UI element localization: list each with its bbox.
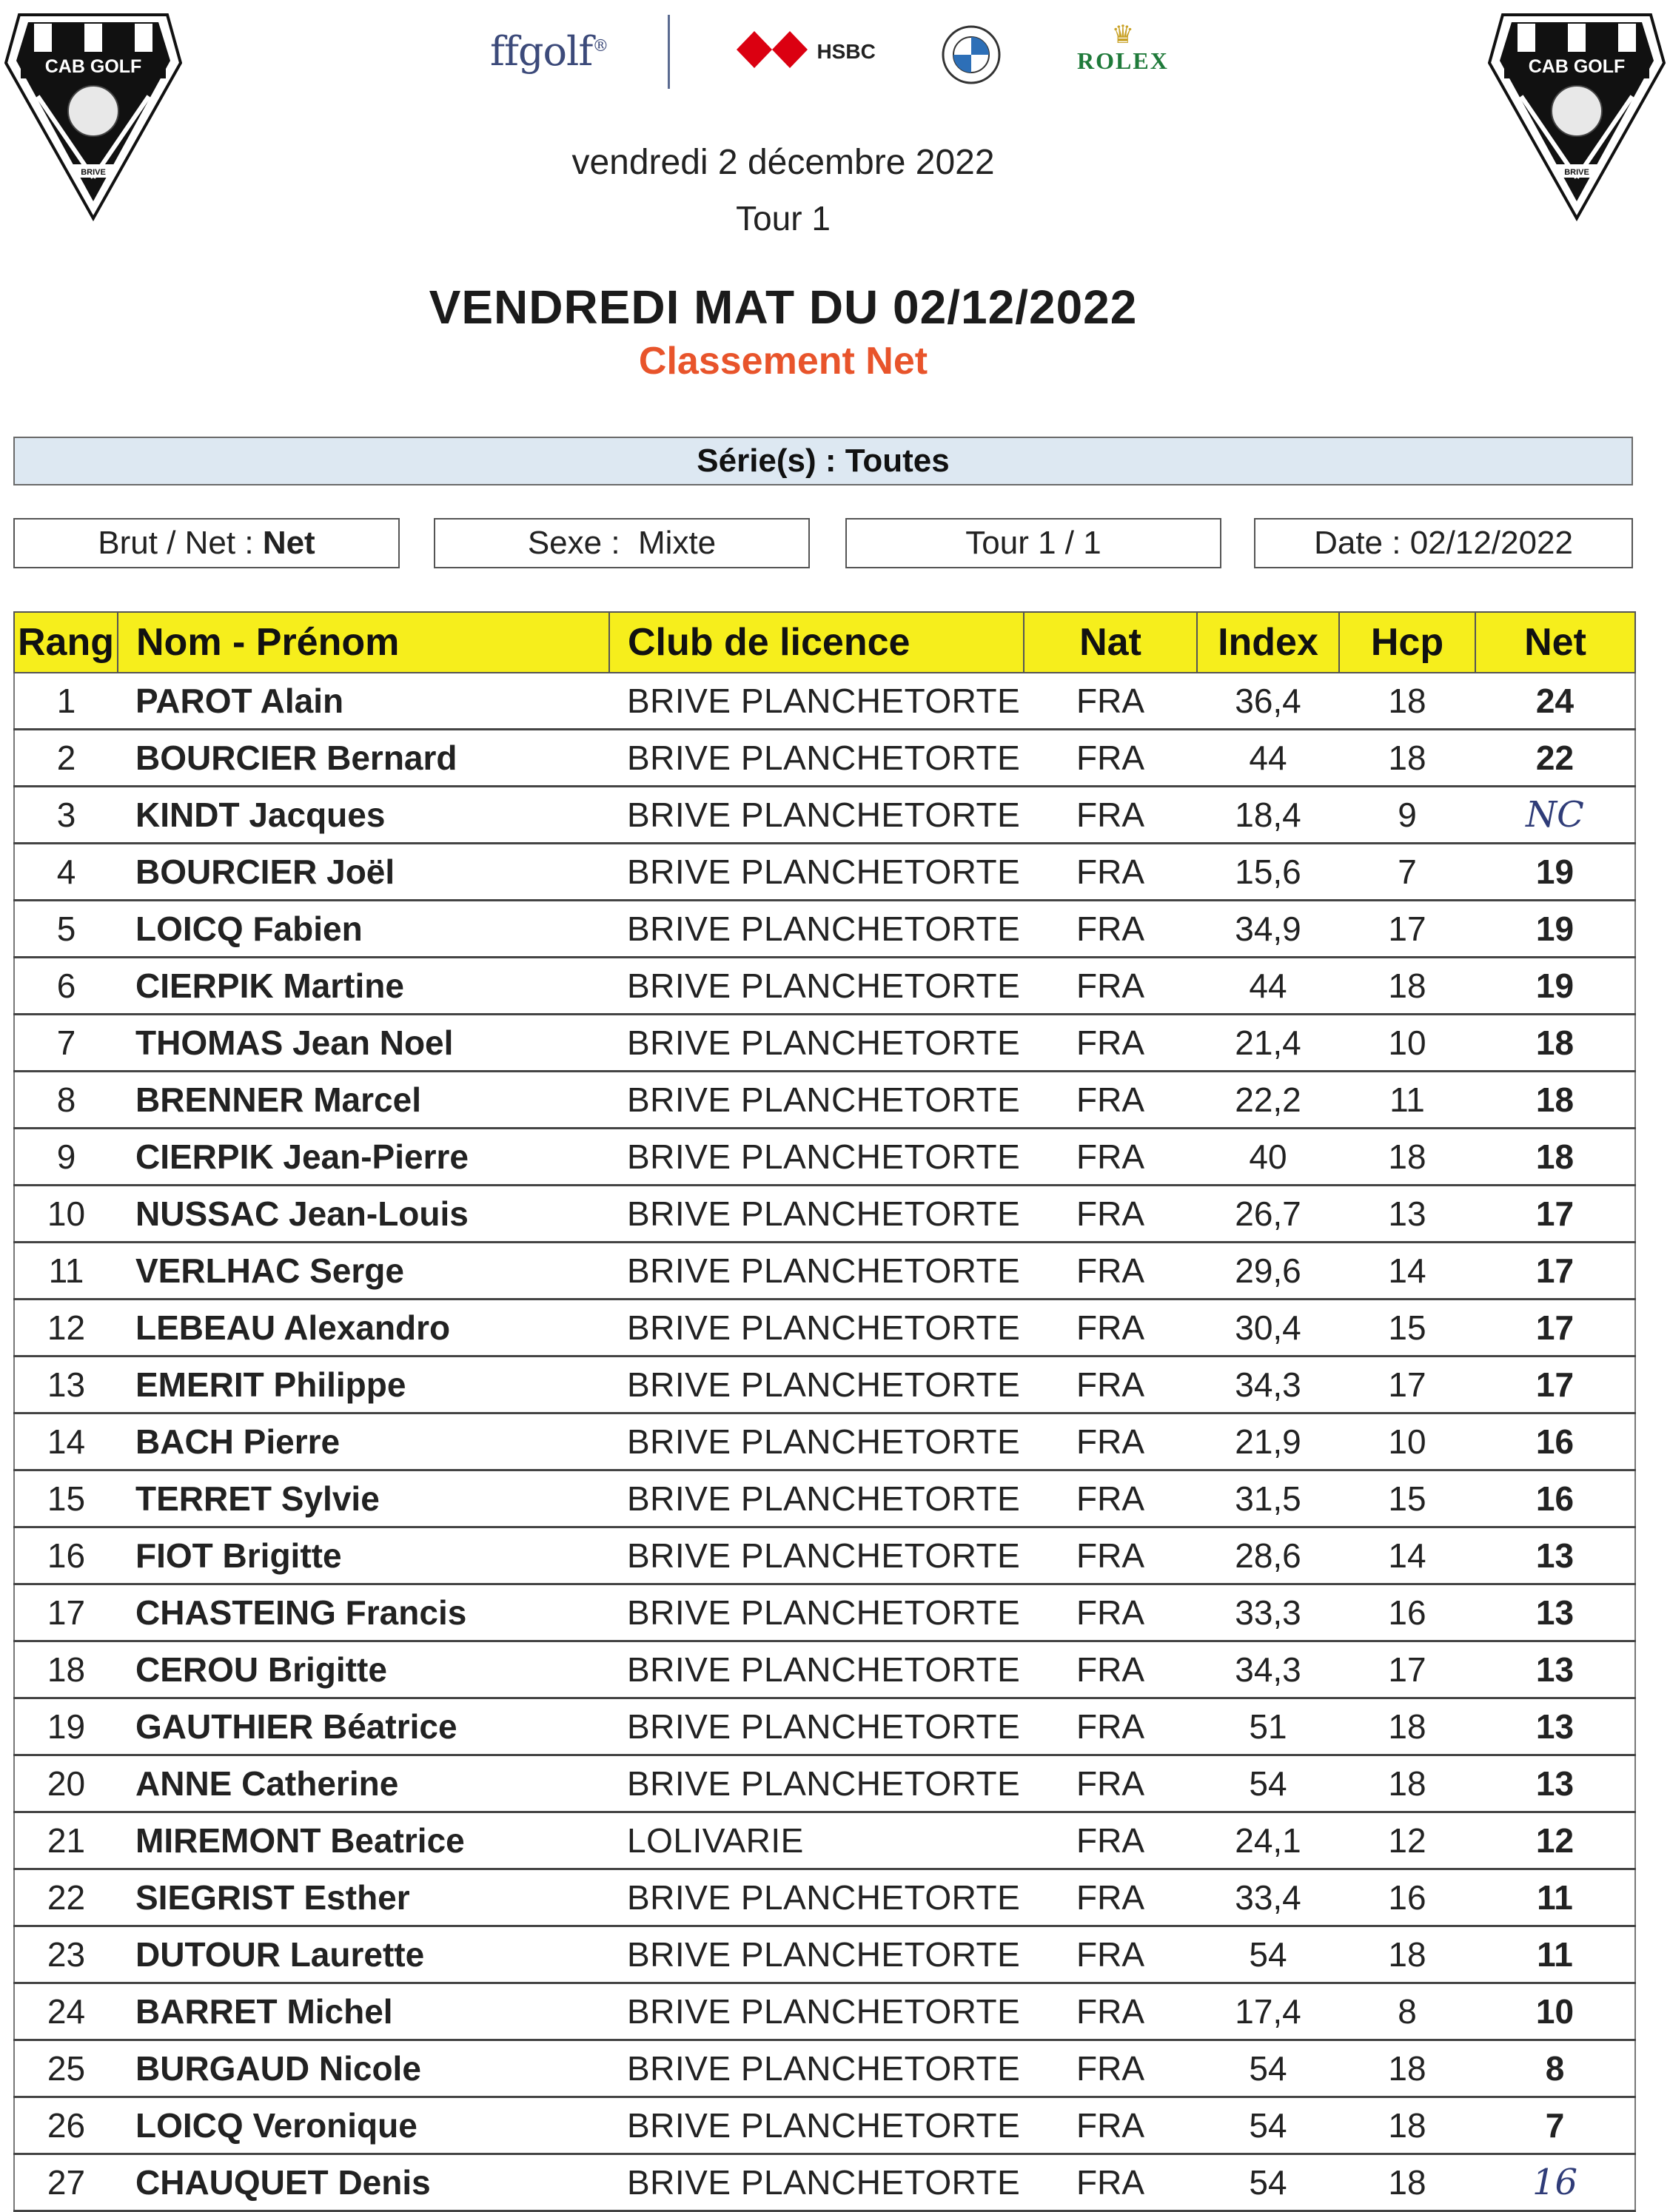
table-row xyxy=(14,1300,1635,1357)
player-name-cell: CIERPIK Jean-Pierre xyxy=(118,1129,609,1186)
net-score-cell: 13 xyxy=(1475,1527,1635,1584)
index-cell: 31,5 xyxy=(1197,1470,1339,1527)
table-row xyxy=(14,1983,1635,2040)
nationality-cell: FRA xyxy=(1024,1129,1197,1186)
sponsor-bar xyxy=(474,15,1214,104)
net-score-cell: 13 xyxy=(1475,1698,1635,1755)
net-score-cell: 18 xyxy=(1475,1015,1635,1072)
nationality-cell: FRA xyxy=(1024,1527,1197,1584)
rank-cell: 16 xyxy=(14,1527,118,1584)
handicap-cell: 14 xyxy=(1339,1527,1475,1584)
player-name-cell: BRENNER Marcel xyxy=(118,1072,609,1129)
handicap-cell: 10 xyxy=(1339,1015,1475,1072)
player-name-cell: LOICQ Veronique xyxy=(118,2097,609,2154)
column-header-index: Index xyxy=(1197,612,1339,673)
column-header-net: Net xyxy=(1475,612,1635,673)
net-score-cell: 19 xyxy=(1475,958,1635,1015)
club-cell: BRIVE PLANCHETORTE xyxy=(609,901,1024,958)
net-score-cell: 11 xyxy=(1475,1926,1635,1983)
sponsor-divider xyxy=(668,15,670,89)
player-name-cell: CIERPIK Martine xyxy=(118,958,609,1015)
player-name-cell: THOMAS Jean Noel xyxy=(118,1015,609,1072)
table-row xyxy=(14,901,1635,958)
cab-golf-logo-left xyxy=(4,7,182,222)
sexe-value: Mixte xyxy=(638,525,717,561)
nationality-cell: FRA xyxy=(1024,1698,1197,1755)
player-name-cell: DUTOUR Laurette xyxy=(118,1926,609,1983)
net-score-cell: 10 xyxy=(1475,1983,1635,2040)
nationality-cell: FRA xyxy=(1024,844,1197,901)
crown-icon: ♛ xyxy=(1111,21,1135,49)
table-row xyxy=(14,2040,1635,2097)
svg-text:BRIVE: BRIVE xyxy=(81,168,106,177)
index-cell: 44 xyxy=(1197,958,1339,1015)
column-header-club: Club de licence xyxy=(609,612,1024,673)
index-cell: 22,2 xyxy=(1197,1072,1339,1129)
nationality-cell: FRA xyxy=(1024,1926,1197,1983)
table-row xyxy=(14,1243,1635,1300)
index-cell: 44 xyxy=(1197,730,1339,787)
rank-cell: 6 xyxy=(14,958,118,1015)
net-score-cell: 17 xyxy=(1475,1186,1635,1243)
rank-cell: 22 xyxy=(14,1869,118,1926)
table-row xyxy=(14,787,1635,844)
column-header-hcp: Hcp xyxy=(1339,612,1475,673)
club-cell: BRIVE PLANCHETORTE xyxy=(609,1129,1024,1186)
index-cell: 15,6 xyxy=(1197,844,1339,901)
rank-cell: 15 xyxy=(14,1470,118,1527)
nationality-cell: FRA xyxy=(1024,1413,1197,1470)
page-subtitle: Classement Net xyxy=(638,340,928,383)
club-cell: BRIVE PLANCHETORTE xyxy=(609,673,1024,730)
index-cell: 34,3 xyxy=(1197,1641,1339,1698)
handicap-cell: 9 xyxy=(1339,787,1475,844)
index-cell: 54 xyxy=(1197,2154,1339,2211)
rank-cell: 12 xyxy=(14,1300,118,1357)
nationality-cell: FRA xyxy=(1024,1470,1197,1527)
net-score-cell: 13 xyxy=(1475,1641,1635,1698)
rank-cell: 10 xyxy=(14,1186,118,1243)
rank-cell: 23 xyxy=(14,1926,118,1983)
table-row xyxy=(14,1413,1635,1470)
club-cell: BRIVE PLANCHETORTE xyxy=(609,730,1024,787)
net-score-cell: 17 xyxy=(1475,1357,1635,1413)
table-row xyxy=(14,1698,1635,1755)
index-cell: 34,3 xyxy=(1197,1357,1339,1413)
net-score-cell: 17 xyxy=(1475,1300,1635,1357)
bmw-roundel-icon xyxy=(942,25,1001,84)
handicap-cell: 18 xyxy=(1339,1698,1475,1755)
nationality-cell: FRA xyxy=(1024,1812,1197,1869)
column-header-nom: Nom - Prénom xyxy=(118,612,609,673)
results-table xyxy=(13,611,1636,2212)
bmw-logo xyxy=(942,25,1001,88)
club-cell: BRIVE PLANCHETORTE xyxy=(609,1698,1024,1755)
table-row xyxy=(14,1129,1635,1186)
rank-cell: 17 xyxy=(14,1584,118,1641)
event-tour: Tour 1 xyxy=(736,199,831,238)
player-name-cell: VERLHAC Serge xyxy=(118,1243,609,1300)
table-row xyxy=(14,1015,1635,1072)
nationality-cell: FRA xyxy=(1024,1641,1197,1698)
handicap-cell: 8 xyxy=(1339,1983,1475,2040)
net-score-cell: 16 xyxy=(1475,2154,1635,2211)
table-row xyxy=(14,1470,1635,1527)
table-row xyxy=(14,958,1635,1015)
handicap-cell: 13 xyxy=(1339,1186,1475,1243)
club-cell: BRIVE PLANCHETORTE xyxy=(609,1584,1024,1641)
handicap-cell: 17 xyxy=(1339,1357,1475,1413)
club-cell: BRIVE PLANCHETORTE xyxy=(609,1755,1024,1812)
club-cell: BRIVE PLANCHETORTE xyxy=(609,1413,1024,1470)
sexe-label: Sexe : xyxy=(527,525,620,561)
club-cell: BRIVE PLANCHETORTE xyxy=(609,1926,1024,1983)
player-name-cell: LEBEAU Alexandro xyxy=(118,1300,609,1357)
index-cell: 18,4 xyxy=(1197,787,1339,844)
nationality-cell: FRA xyxy=(1024,1015,1197,1072)
table-row xyxy=(14,2154,1635,2211)
brut-net-value: Net xyxy=(262,525,315,561)
handicap-cell: 10 xyxy=(1339,1413,1475,1470)
player-name-cell: BARRET Michel xyxy=(118,1983,609,2040)
index-cell: 33,3 xyxy=(1197,1584,1339,1641)
club-cell: BRIVE PLANCHETORTE xyxy=(609,844,1024,901)
svg-text:CAB GOLF: CAB GOLF xyxy=(1528,56,1626,77)
net-score-cell: 19 xyxy=(1475,901,1635,958)
event-date: vendredi 2 décembre 2022 xyxy=(571,143,995,182)
table-row xyxy=(14,1641,1635,1698)
player-name-cell: BACH Pierre xyxy=(118,1413,609,1470)
player-name-cell: BOURCIER Bernard xyxy=(118,730,609,787)
handicap-cell: 17 xyxy=(1339,901,1475,958)
table-row xyxy=(14,1072,1635,1129)
player-name-cell: CHAUQUET Denis xyxy=(118,2154,609,2211)
club-cell: BRIVE PLANCHETORTE xyxy=(609,1186,1024,1243)
index-cell: 28,6 xyxy=(1197,1527,1339,1584)
club-cell: BRIVE PLANCHETORTE xyxy=(609,1641,1024,1698)
net-score-cell: 11 xyxy=(1475,1869,1635,1926)
player-name-cell: FIOT Brigitte xyxy=(118,1527,609,1584)
player-name-cell: BOURCIER Joël xyxy=(118,844,609,901)
club-shield-icon xyxy=(4,7,182,222)
handicap-cell: 18 xyxy=(1339,958,1475,1015)
nationality-cell: FRA xyxy=(1024,1755,1197,1812)
rank-cell: 24 xyxy=(14,1983,118,2040)
tour-filter: Tour 1 / 1 xyxy=(845,518,1221,568)
rank-cell: 2 xyxy=(14,730,118,787)
player-name-cell: GAUTHIER Béatrice xyxy=(118,1698,609,1755)
rank-cell: 9 xyxy=(14,1129,118,1186)
handicap-cell: 16 xyxy=(1339,1869,1475,1926)
net-score-cell: 7 xyxy=(1475,2097,1635,2154)
rank-cell: 11 xyxy=(14,1243,118,1300)
rank-cell: 4 xyxy=(14,844,118,901)
rank-cell: 1 xyxy=(14,673,118,730)
table-row xyxy=(14,1926,1635,1983)
player-name-cell: ANNE Catherine xyxy=(118,1755,609,1812)
handicap-cell: 18 xyxy=(1339,2040,1475,2097)
handicap-cell: 18 xyxy=(1339,2097,1475,2154)
handicap-cell: 16 xyxy=(1339,1584,1475,1641)
table-row xyxy=(14,1869,1635,1926)
table-row xyxy=(14,730,1635,787)
player-name-cell: CEROU Brigitte xyxy=(118,1641,609,1698)
rank-cell: 19 xyxy=(14,1698,118,1755)
handicap-cell: 18 xyxy=(1339,1129,1475,1186)
club-cell: BRIVE PLANCHETORTE xyxy=(609,2154,1024,2211)
handicap-cell: 18 xyxy=(1339,673,1475,730)
rank-cell: 18 xyxy=(14,1641,118,1698)
table-row xyxy=(14,1186,1635,1243)
player-name-cell: TERRET Sylvie xyxy=(118,1470,609,1527)
net-score-cell: NC xyxy=(1475,787,1635,844)
index-cell: 40 xyxy=(1197,1129,1339,1186)
player-name-cell: PAROT Alain xyxy=(118,673,609,730)
club-cell: BRIVE PLANCHETORTE xyxy=(609,787,1024,844)
club-cell: BRIVE PLANCHETORTE xyxy=(609,1869,1024,1926)
club-cell: LOLIVARIE xyxy=(609,1812,1024,1869)
club-cell: BRIVE PLANCHETORTE xyxy=(609,1983,1024,2040)
net-score-cell: 19 xyxy=(1475,844,1635,901)
index-cell: 26,7 xyxy=(1197,1186,1339,1243)
club-cell: BRIVE PLANCHETORTE xyxy=(609,1470,1024,1527)
net-score-cell: 22 xyxy=(1475,730,1635,787)
table-row xyxy=(14,1584,1635,1641)
club-cell: BRIVE PLANCHETORTE xyxy=(609,1357,1024,1413)
player-name-cell: BURGAUD Nicole xyxy=(118,2040,609,2097)
handicap-cell: 18 xyxy=(1339,1926,1475,1983)
net-score-cell: 8 xyxy=(1475,2040,1635,2097)
rank-cell: 26 xyxy=(14,2097,118,2154)
index-cell: 21,4 xyxy=(1197,1015,1339,1072)
nationality-cell: FRA xyxy=(1024,958,1197,1015)
club-cell: BRIVE PLANCHETORTE xyxy=(609,958,1024,1015)
handicap-cell: 15 xyxy=(1339,1300,1475,1357)
ffgolf-logo: ffgolf® xyxy=(490,28,608,75)
index-cell: 30,4 xyxy=(1197,1300,1339,1357)
nationality-cell: FRA xyxy=(1024,1186,1197,1243)
club-cell: BRIVE PLANCHETORTE xyxy=(609,2040,1024,2097)
sexe-filter xyxy=(434,518,810,568)
index-cell: 54 xyxy=(1197,2040,1339,2097)
net-score-cell: 18 xyxy=(1475,1072,1635,1129)
net-score-cell: 13 xyxy=(1475,1584,1635,1641)
club-cell: BRIVE PLANCHETORTE xyxy=(609,1243,1024,1300)
rank-cell: 5 xyxy=(14,901,118,958)
rank-cell: 20 xyxy=(14,1755,118,1812)
index-cell: 36,4 xyxy=(1197,673,1339,730)
index-cell: 34,9 xyxy=(1197,901,1339,958)
net-score-cell: 16 xyxy=(1475,1413,1635,1470)
series-filter-bar: Série(s) : Toutes xyxy=(13,437,1633,485)
rank-cell: 21 xyxy=(14,1812,118,1869)
handicap-cell: 18 xyxy=(1339,1755,1475,1812)
index-cell: 17,4 xyxy=(1197,1983,1339,2040)
handicap-cell: 12 xyxy=(1339,1812,1475,1869)
net-score-cell: 18 xyxy=(1475,1129,1635,1186)
table-row xyxy=(14,1812,1635,1869)
date-filter: Date : 02/12/2022 xyxy=(1254,518,1633,568)
rank-cell: 13 xyxy=(14,1357,118,1413)
index-cell: 24,1 xyxy=(1197,1812,1339,1869)
club-shield-icon xyxy=(1488,7,1666,222)
nationality-cell: FRA xyxy=(1024,1869,1197,1926)
table-row xyxy=(14,1527,1635,1584)
rank-cell: 8 xyxy=(14,1072,118,1129)
table-row xyxy=(14,1357,1635,1413)
player-name-cell: CHASTEING Francis xyxy=(118,1584,609,1641)
table-row xyxy=(14,2097,1635,2154)
nationality-cell: FRA xyxy=(1024,1300,1197,1357)
table-row xyxy=(14,673,1635,730)
svg-text:CAB GOLF: CAB GOLF xyxy=(44,56,142,77)
nationality-cell: FRA xyxy=(1024,730,1197,787)
club-cell: BRIVE PLANCHETORTE xyxy=(609,2097,1024,2154)
index-cell: 54 xyxy=(1197,1926,1339,1983)
brut-net-label: Brut / Net : xyxy=(98,525,254,561)
table-row xyxy=(14,844,1635,901)
column-header-rang: Rang xyxy=(14,612,118,673)
nationality-cell: FRA xyxy=(1024,787,1197,844)
rolex-logo: ♛ ROLEX xyxy=(1077,21,1169,74)
nationality-cell: FRA xyxy=(1024,1072,1197,1129)
net-score-cell: 24 xyxy=(1475,673,1635,730)
player-name-cell: SIEGRIST Esther xyxy=(118,1869,609,1926)
player-name-cell: EMERIT Philippe xyxy=(118,1357,609,1413)
index-cell: 54 xyxy=(1197,2097,1339,2154)
rank-cell: 25 xyxy=(14,2040,118,2097)
nationality-cell: FRA xyxy=(1024,1243,1197,1300)
hsbc-logo: HSBC xyxy=(737,31,876,72)
club-cell: BRIVE PLANCHETORTE xyxy=(609,1015,1024,1072)
table-header-row xyxy=(14,612,1635,673)
player-name-cell: MIREMONT Beatrice xyxy=(118,1812,609,1869)
club-cell: BRIVE PLANCHETORTE xyxy=(609,1527,1024,1584)
index-cell: 21,9 xyxy=(1197,1413,1339,1470)
handicap-cell: 15 xyxy=(1339,1470,1475,1527)
index-cell: 29,6 xyxy=(1197,1243,1339,1300)
handicap-cell: 11 xyxy=(1339,1072,1475,1129)
nationality-cell: FRA xyxy=(1024,1357,1197,1413)
handicap-cell: 18 xyxy=(1339,2154,1475,2211)
club-cell: BRIVE PLANCHETORTE xyxy=(609,1300,1024,1357)
hsbc-hexagon-icon xyxy=(737,31,808,72)
index-cell: 51 xyxy=(1197,1698,1339,1755)
brut-net-filter xyxy=(13,518,400,568)
rank-cell: 27 xyxy=(14,2154,118,2211)
nationality-cell: FRA xyxy=(1024,2154,1197,2211)
rank-cell: 14 xyxy=(14,1413,118,1470)
page-title: VENDREDI MAT DU 02/12/2022 xyxy=(429,280,1138,334)
player-name-cell: LOICQ Fabien xyxy=(118,901,609,958)
nationality-cell: FRA xyxy=(1024,2040,1197,2097)
handicap-cell: 17 xyxy=(1339,1641,1475,1698)
player-name-cell: KINDT Jacques xyxy=(118,787,609,844)
nationality-cell: FRA xyxy=(1024,1983,1197,2040)
nationality-cell: FRA xyxy=(1024,2097,1197,2154)
handicap-cell: 7 xyxy=(1339,844,1475,901)
index-cell: 54 xyxy=(1197,1755,1339,1812)
table-row xyxy=(14,1755,1635,1812)
player-name-cell: NUSSAC Jean-Louis xyxy=(118,1186,609,1243)
index-cell: 33,4 xyxy=(1197,1869,1339,1926)
net-score-cell: 12 xyxy=(1475,1812,1635,1869)
handicap-cell: 14 xyxy=(1339,1243,1475,1300)
rank-cell: 3 xyxy=(14,787,118,844)
handicap-cell: 18 xyxy=(1339,730,1475,787)
nationality-cell: FRA xyxy=(1024,673,1197,730)
net-score-cell: 17 xyxy=(1475,1243,1635,1300)
club-cell: BRIVE PLANCHETORTE xyxy=(609,1072,1024,1129)
net-score-cell: 13 xyxy=(1475,1755,1635,1812)
nationality-cell: FRA xyxy=(1024,1584,1197,1641)
svg-text:BRIVE: BRIVE xyxy=(1564,168,1589,177)
results-body xyxy=(14,673,1635,2211)
net-score-cell: 16 xyxy=(1475,1470,1635,1527)
cab-golf-logo-right xyxy=(1488,7,1666,222)
nationality-cell: FRA xyxy=(1024,901,1197,958)
rank-cell: 7 xyxy=(14,1015,118,1072)
column-header-nat: Nat xyxy=(1024,612,1197,673)
